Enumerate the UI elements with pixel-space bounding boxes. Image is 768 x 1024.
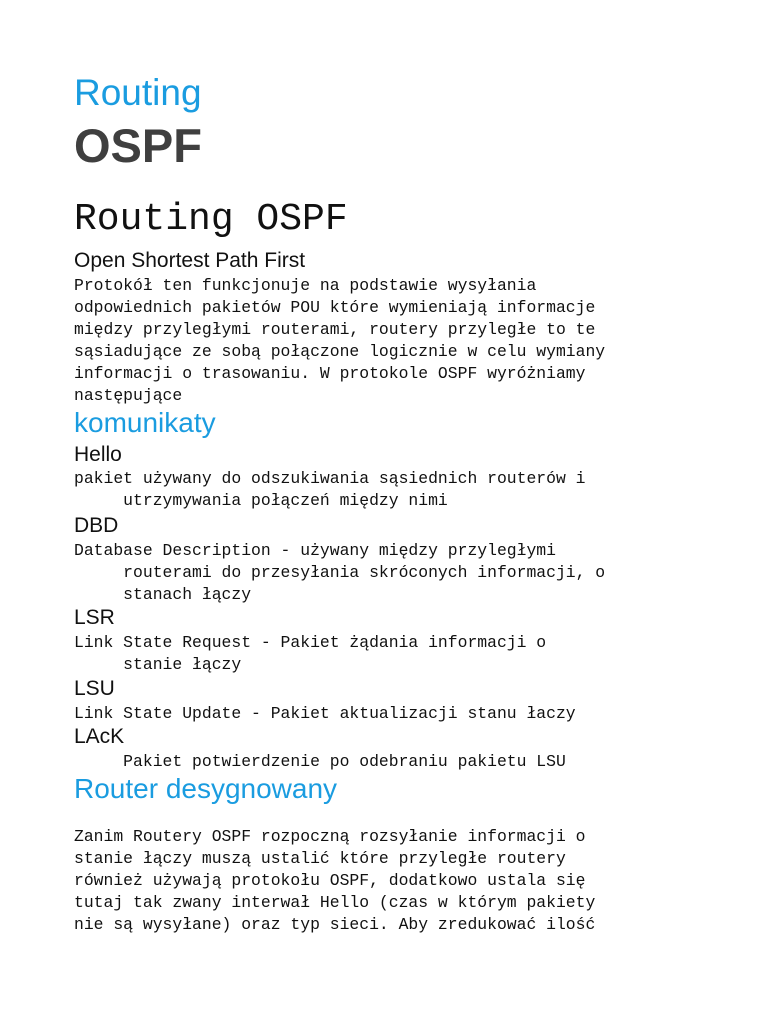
message-term-lsr: LSR (74, 606, 115, 629)
cover-title-ospf: OSPF (74, 119, 202, 172)
intro-paragraph: Protokół ten funkcjonuje na podstawie wysyłania odpowiednich pakietów POU które wymieniają informacje między przyległymi routerami, routery przyległe to te sąsiadujące ze sobą połączone logicznie w celu wymiany informacji o trasowaniu. W protokole OSPF wyróżniamy następujące (74, 276, 606, 405)
message-definition-lsr: Link State Request - Pakiet żądania informacji o stanie łączy (74, 633, 547, 674)
message-term-hello: Hello (74, 443, 122, 466)
document-subtitle: Open Shortest Path First (74, 249, 306, 272)
section-heading-router-desygnowany: Router desygnowany (74, 773, 338, 804)
message-term-lack: LAcK (74, 725, 125, 748)
message-term-lsu: LSU (74, 677, 115, 700)
message-definition-hello: pakiet używany do odszukiwania sąsiednich routerów i utrzymywania połączeń między nimi (74, 469, 586, 510)
document-heading: Routing OSPF (74, 198, 348, 241)
message-definition-lsu: Link State Update - Pakiet aktualizacji stanu łaczy (74, 704, 576, 723)
router-paragraph: Zanim Routery OSPF rozpoczną rozsyłanie informacji o stanie łączy muszą ustalić które przyległe routery również używają protokołu OSPF, dodatkowo ustala się tutaj tak zwany interwał Hello (czas w którym pakiety nie są wysyłane) oraz typ sieci. Aby zredukować ilość (74, 827, 596, 934)
message-definition-dbd: Database Description - używany między przyległymi routerami do przesyłania skróconych informacji, o stanach łączy (74, 541, 606, 604)
cover-title-routing: Routing (74, 72, 202, 113)
message-definition-lack: Pakiet potwierdzenie po odebraniu pakietu LSU (74, 752, 566, 771)
section-heading-komunikaty: komunikaty (74, 407, 216, 438)
message-term-dbd: DBD (74, 514, 119, 537)
